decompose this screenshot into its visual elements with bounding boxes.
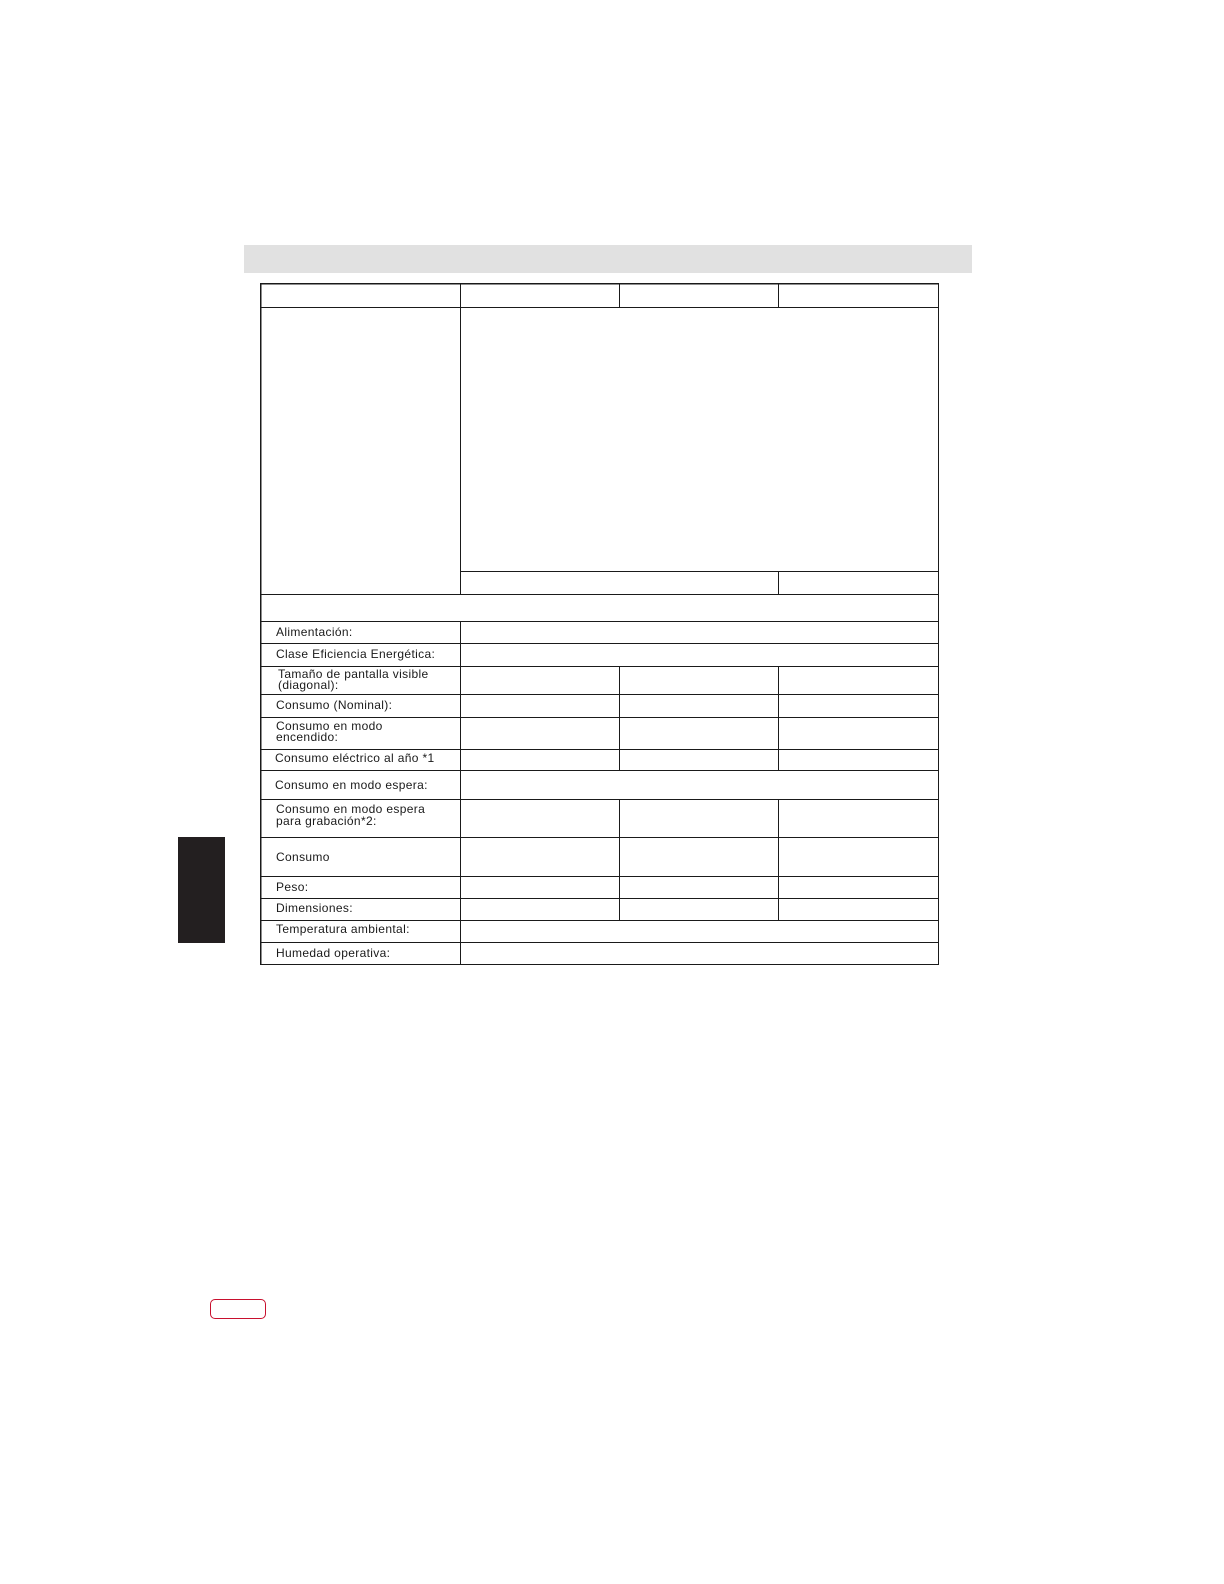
row-label-clase-eficiencia: Clase Eficiencia Energética:	[276, 647, 436, 661]
row-label-tamano-pantalla-line2: (diagonal):	[278, 678, 339, 692]
section-header-band	[244, 245, 972, 273]
row-label-consumo-encendido-line2: encendido:	[276, 730, 339, 744]
page-number-badge	[210, 1299, 266, 1319]
row-label-dimensiones: Dimensiones:	[276, 901, 353, 915]
row-label-tamano-pantalla-line1: Tamaño de pantalla visible	[278, 667, 429, 681]
table-grid-lines	[260, 283, 939, 965]
row-label-consumo-espera: Consumo en modo espera:	[275, 778, 428, 792]
row-label-consumo: Consumo	[276, 850, 330, 864]
row-label-consumo-espera-grabacion-line2: para grabación*2:	[276, 814, 377, 828]
row-label-humedad: Humedad operativa:	[276, 946, 391, 960]
row-label-temperatura: Temperatura ambiental:	[276, 922, 410, 936]
specifications-table	[260, 283, 939, 965]
row-label-alimentacion: Alimentación:	[276, 625, 353, 639]
row-label-peso: Peso:	[276, 880, 309, 894]
row-label-consumo-nominal: Consumo (Nominal):	[276, 698, 393, 712]
row-label-consumo-encendido-line1: Consumo en modo	[276, 719, 383, 733]
row-label-consumo-anual: Consumo eléctrico al año *1	[275, 751, 435, 765]
side-thumb-tab	[178, 837, 225, 943]
row-label-consumo-espera-grabacion-line1: Consumo en modo espera	[276, 802, 426, 816]
